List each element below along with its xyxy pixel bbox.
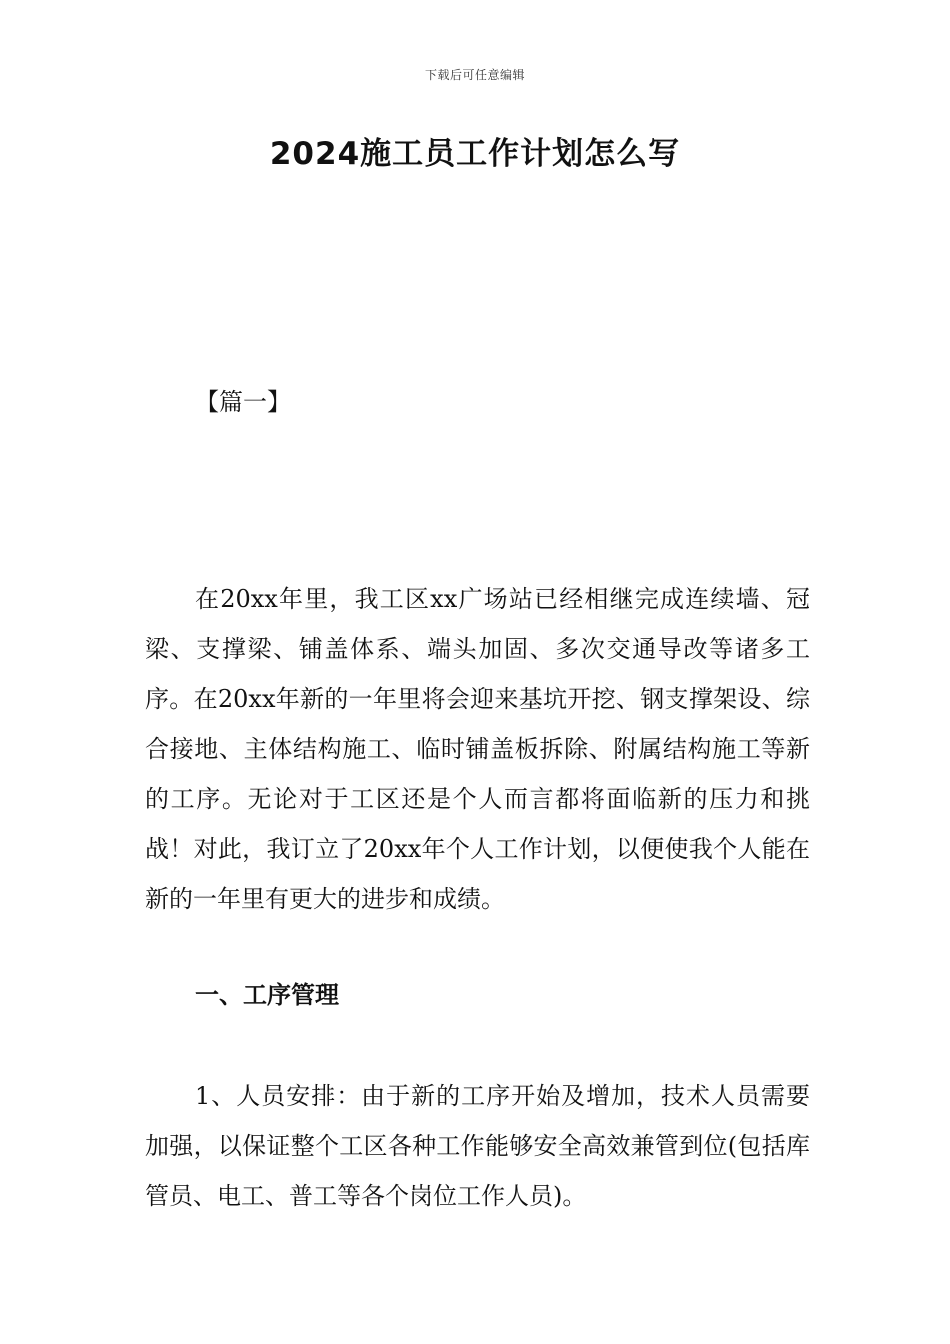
- section-heading: 一、工序管理: [195, 980, 339, 1009]
- header-note: 下载后可任意编辑: [424, 68, 525, 82]
- staffing-paragraph: 1、人员安排：由于新的工序开始及增加，技术人员需要加强，以保证整个工区各种工作能够安全高效兼管到位(包括库管员、电工、普工等各个岗位工作人员)。: [145, 1082, 810, 1210]
- intro-paragraph: 在20xx年里，我工区xx广场站已经相继完成连续墙、冠梁、支撑梁、铺盖体系、端头加固、多次交通导改等诸多工序。在20xx年新的一年里将会迎来基坑开挖、钢支撑架设、综合接地、主体结构施工、临时铺盖板拆除、附属结构施工等新的工序。无论对于工区还是个人而言都将面临新的压力和挑战！对此，我订立了20xx年个人工作计划，以便使我个人能在新的一年里有更大的进步和成绩。: [145, 585, 810, 913]
- document-title: 2024施工员工作计划怎么写: [269, 136, 681, 172]
- section-label: 【篇一】: [195, 388, 291, 416]
